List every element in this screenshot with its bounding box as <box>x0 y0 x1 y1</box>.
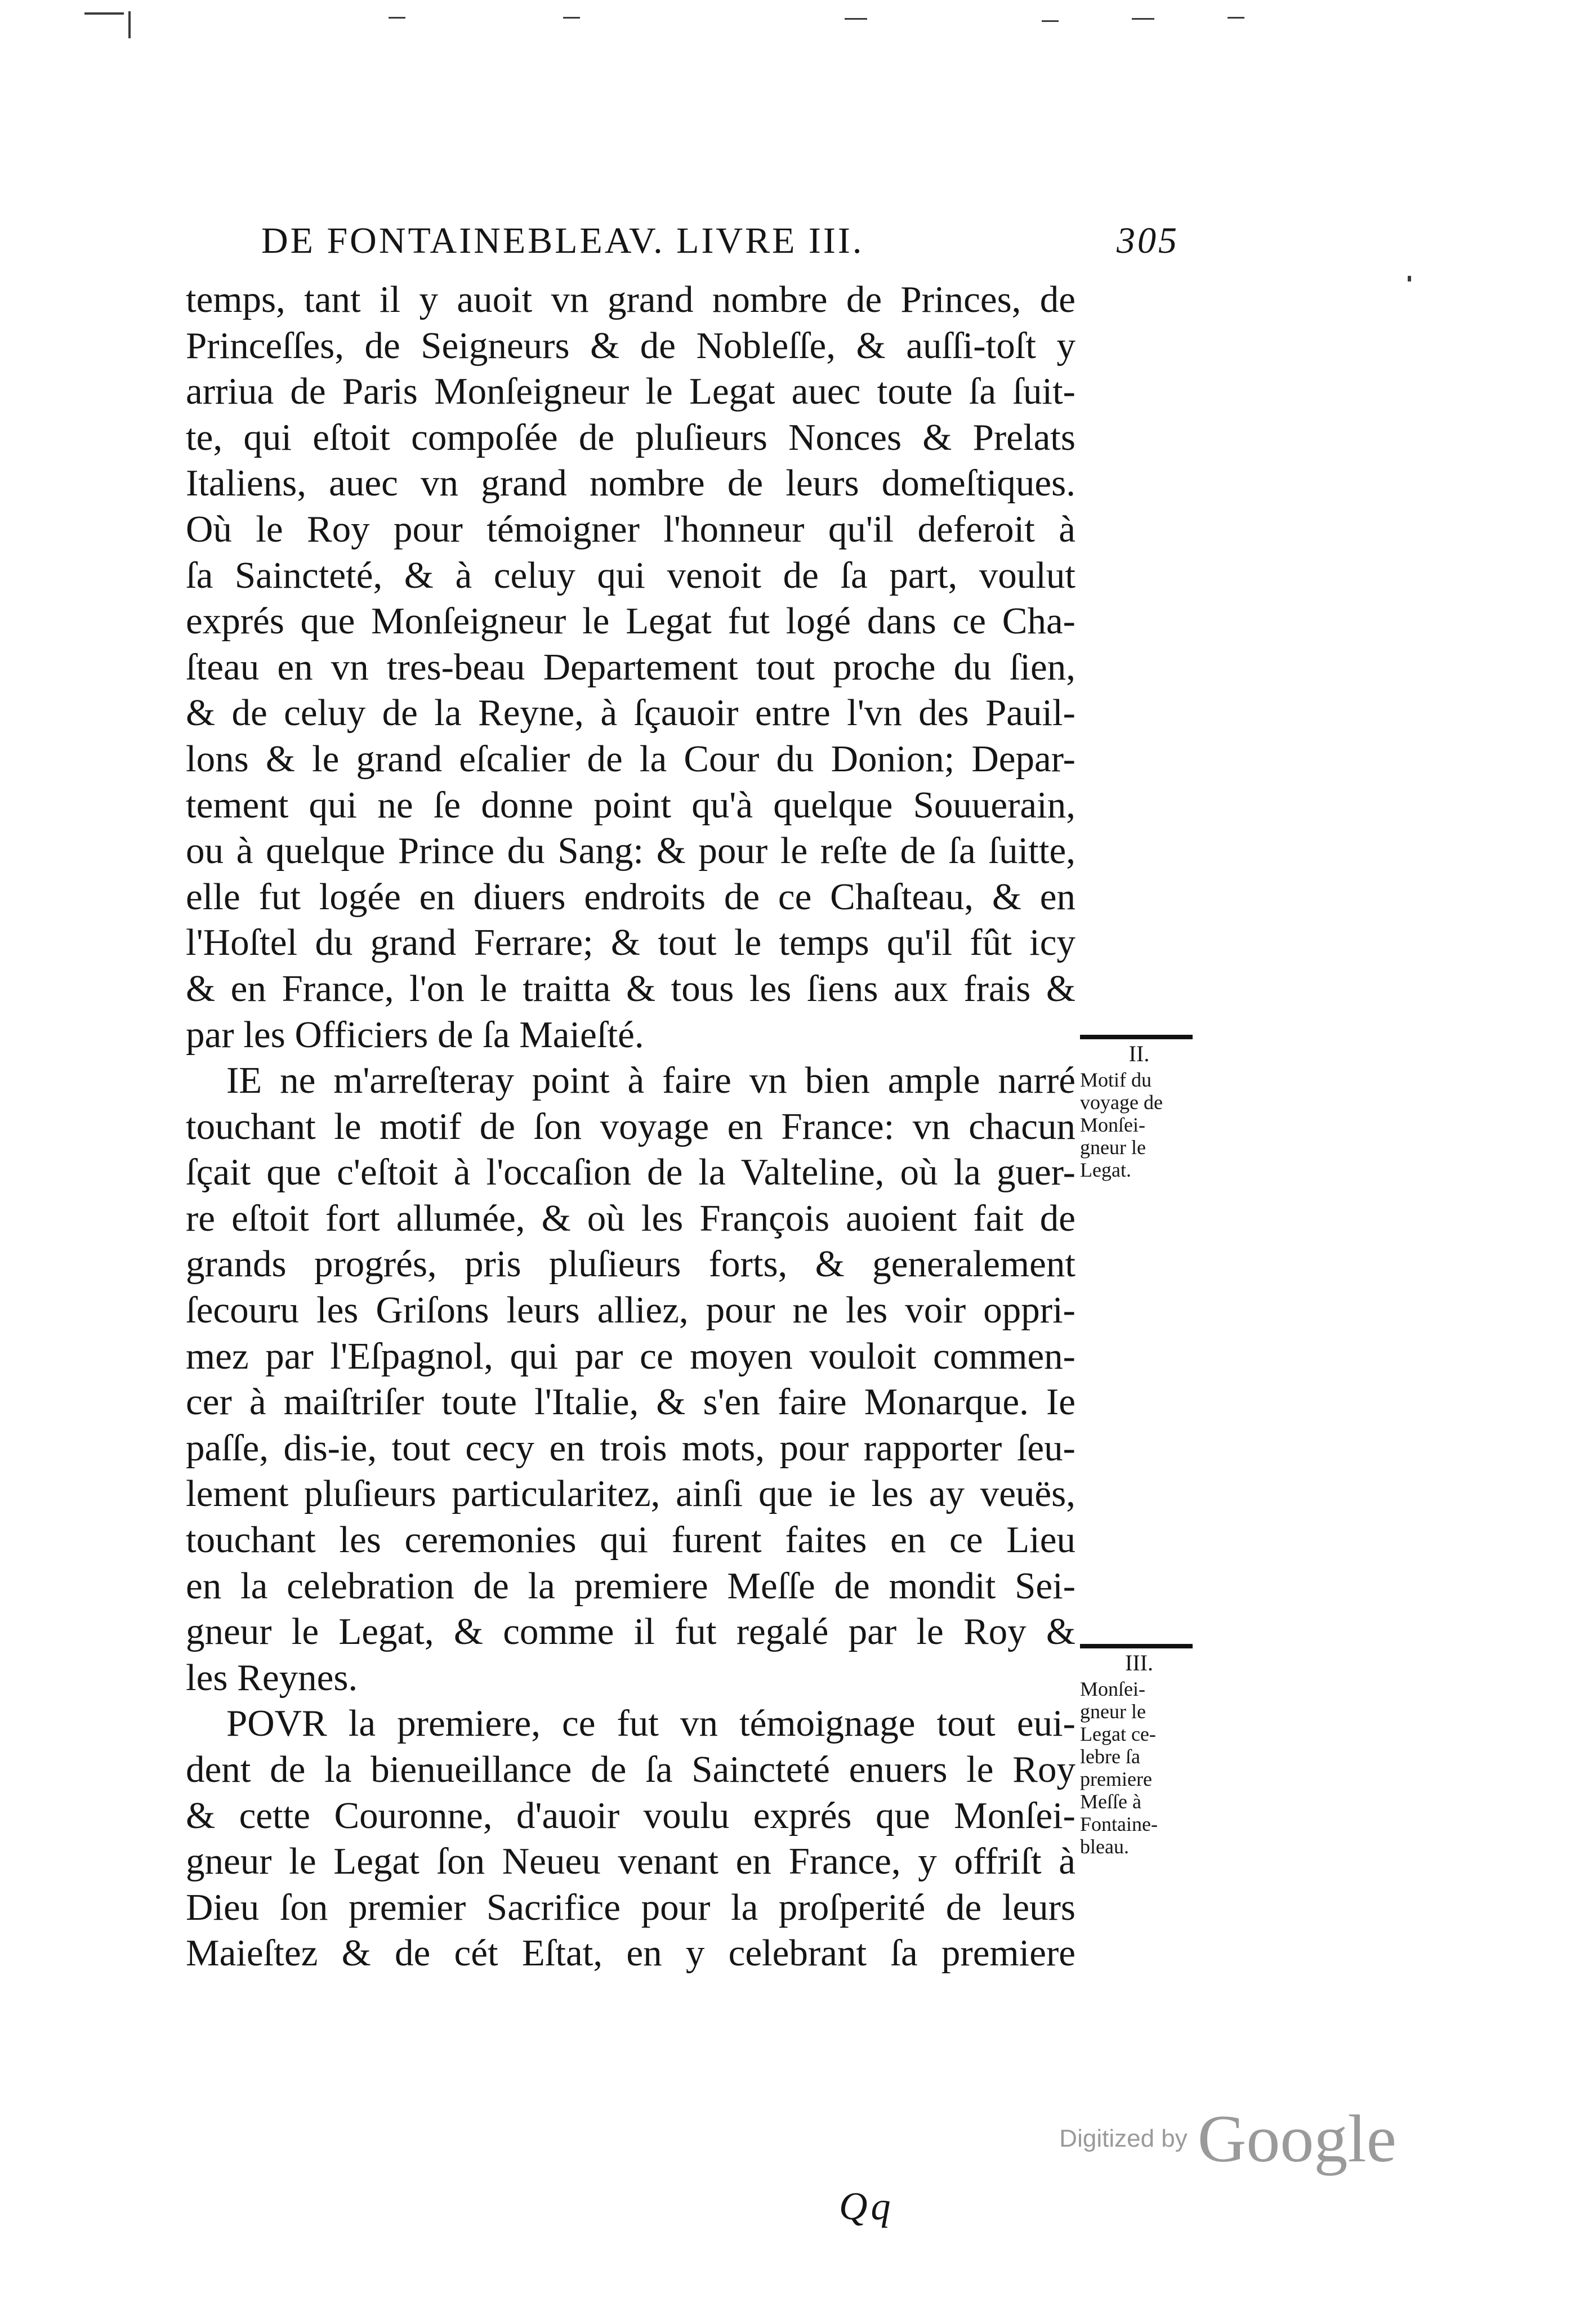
paragraph-end-line: les Reynes. <box>186 1656 358 1699</box>
text-line: arriua de Paris Monſeigneur le Legat auec toute ſa ſuit- <box>186 370 1075 413</box>
scan-speck <box>1132 18 1154 20</box>
running-head <box>261 220 1179 276</box>
margin-note-line: gneur le <box>1080 1136 1146 1159</box>
scan-speck <box>84 12 124 15</box>
text-line: Dieu ſon premier Sacrifice pour la proſperité de leurs <box>186 1886 1075 1928</box>
text-line: temps, tant il y auoit vn grand nombre de Princes, de <box>186 279 1075 320</box>
scan-speck <box>845 18 867 20</box>
text-line: ſteau en vn tres-beau Departement tout proche du ſien, <box>186 646 1075 688</box>
watermark-prefix: Digitized by <box>1059 2125 1188 2152</box>
text-line: dent de la bienueillance de ſa Saincteté enuers le Roy <box>186 1749 1075 1790</box>
margin-note-ii <box>1080 1035 1198 1181</box>
text-line: te, qui eſtoit compoſée de pluſieurs Nonces & Prelats <box>186 416 1075 458</box>
margin-rule <box>1080 1035 1193 1039</box>
margin-note-line: voyage de <box>1080 1091 1163 1114</box>
margin-note-line: Legat ce- <box>1080 1723 1156 1745</box>
text-line: l'Hoſtel du grand Ferrare; & tout le temps qu'il fût icy <box>186 922 1075 964</box>
text-line: lons & le grand eſcalier de la Cour du Donion; Depar- <box>186 738 1075 780</box>
text-line: ſa Saincteté, & à celuy qui venoit de ſa part, voulut <box>186 554 1075 596</box>
margin-rule <box>1080 1644 1193 1648</box>
text-line: & de celuy de la Reyne, à ſçauoir entre l'vn des Pauil- <box>186 692 1075 734</box>
paragraph-start-line: IE ne m'arreſteray point à faire vn bien ample narré <box>226 1060 1075 1102</box>
margin-note-line: bleau. <box>1080 1835 1129 1858</box>
text-line: mez par l'Eſpagnol, qui par ce moyen vouloit commen- <box>186 1335 1075 1377</box>
scan-speck <box>389 17 405 19</box>
google-logo: Google <box>1197 2101 1396 2176</box>
running-title: DE FONTAINEBLEAV. LIVRE III. <box>261 220 864 261</box>
margin-note-line: Legat. <box>1080 1159 1131 1181</box>
margin-note-line: Meſſe à <box>1080 1790 1141 1813</box>
margin-note-line: Motif du <box>1080 1069 1152 1091</box>
paragraph-start-line: POVR la premiere, ce fut vn témoignage tout eui- <box>226 1702 1075 1745</box>
margin-note-iii <box>1080 1644 1198 1858</box>
text-line: paſſe, dis-ie, tout cecy en trois mots, pour rapporter ſeu- <box>186 1427 1075 1469</box>
signature-mark: Qq <box>839 2185 894 2228</box>
margin-note-line: Monſei- <box>1080 1678 1145 1700</box>
text-line: gneur le Legat, & comme il fut regalé par le Roy & <box>186 1611 1075 1653</box>
text-line: Maieſtez & de cét Eſtat, en y celebrant ſa premiere <box>186 1932 1075 1974</box>
page-number: 305 <box>1117 220 1179 261</box>
margin-note-line: premiere <box>1080 1768 1152 1790</box>
margin-note-number: III. <box>1125 1650 1153 1675</box>
text-line: exprés que Monſeigneur le Legat fut logé dans ce Cha- <box>186 600 1075 642</box>
text-line: ſçait que c'eſtoit à l'occaſion de la Valteline, où la guer- <box>186 1151 1075 1194</box>
text-line: & en France, l'on le traitta & tous les ſiens aux frais & <box>186 967 1075 1009</box>
text-line: cer à maiſtriſer toute l'Italie, & s'en faire Monarque. Ie <box>186 1381 1075 1423</box>
text-line: Où le Roy pour témoigner l'honneur qu'il deferoit à <box>186 508 1075 550</box>
margin-note-line: lebre ſa <box>1080 1745 1140 1768</box>
margin-note-line: Monſei- <box>1080 1114 1145 1136</box>
text-line: grands progrés, pris pluſieurs forts, & generalement <box>186 1243 1075 1285</box>
text-line: Princeſſes, de Seigneurs & de Nobleſſe, & auſſi-toſt y <box>186 324 1075 367</box>
margin-note-number: II. <box>1128 1041 1150 1066</box>
paragraph-end-line: par les Officiers de ſa Maieſté. <box>186 1013 644 1056</box>
text-line: elle fut logée en diuers endroits de ce Chaſteau, & en <box>186 875 1075 918</box>
scan-speck <box>1228 17 1244 19</box>
text-line: touchant les ceremonies qui furent faites en ce Lieu <box>186 1519 1075 1561</box>
margin-note-line: Fontaine- <box>1080 1813 1158 1835</box>
scan-speck <box>128 11 131 38</box>
body-text <box>186 277 1075 1977</box>
text-line: lement pluſieurs particularitez, ainſi que ie les ay veuës, <box>186 1473 1075 1515</box>
margin-note-line: gneur le <box>1080 1700 1146 1723</box>
text-line: ſecouru les Griſons leurs alliez, pour ne les voir oppri- <box>186 1289 1075 1331</box>
text-line: re eſtoit fort allumée, & où les François auoient fait de <box>186 1197 1075 1239</box>
text-line: Italiens, auec vn grand nombre de leurs domeſtiques. <box>186 462 1075 504</box>
scan-speck <box>563 17 580 19</box>
scan-speck <box>1408 276 1411 281</box>
scan-speck <box>1042 20 1059 22</box>
text-line: ou à quelque Prince du Sang: & pour le reſte de ſa ſuitte, <box>186 830 1075 872</box>
text-line: tement qui ne ſe donne point qu'à quelque Souuerain, <box>186 784 1075 826</box>
text-line: gneur le Legat ſon Neueu venant en France, y offriſt à <box>186 1840 1075 1883</box>
text-line: en la celebration de la premiere Meſſe de mondit Sei- <box>186 1565 1075 1607</box>
digitized-watermark <box>1059 2100 1396 2178</box>
text-line: touchant le motif de ſon voyage en France: vn chacun <box>186 1105 1075 1147</box>
text-line: & cette Couronne, d'auoir voulu exprés que Monſei- <box>186 1794 1075 1836</box>
